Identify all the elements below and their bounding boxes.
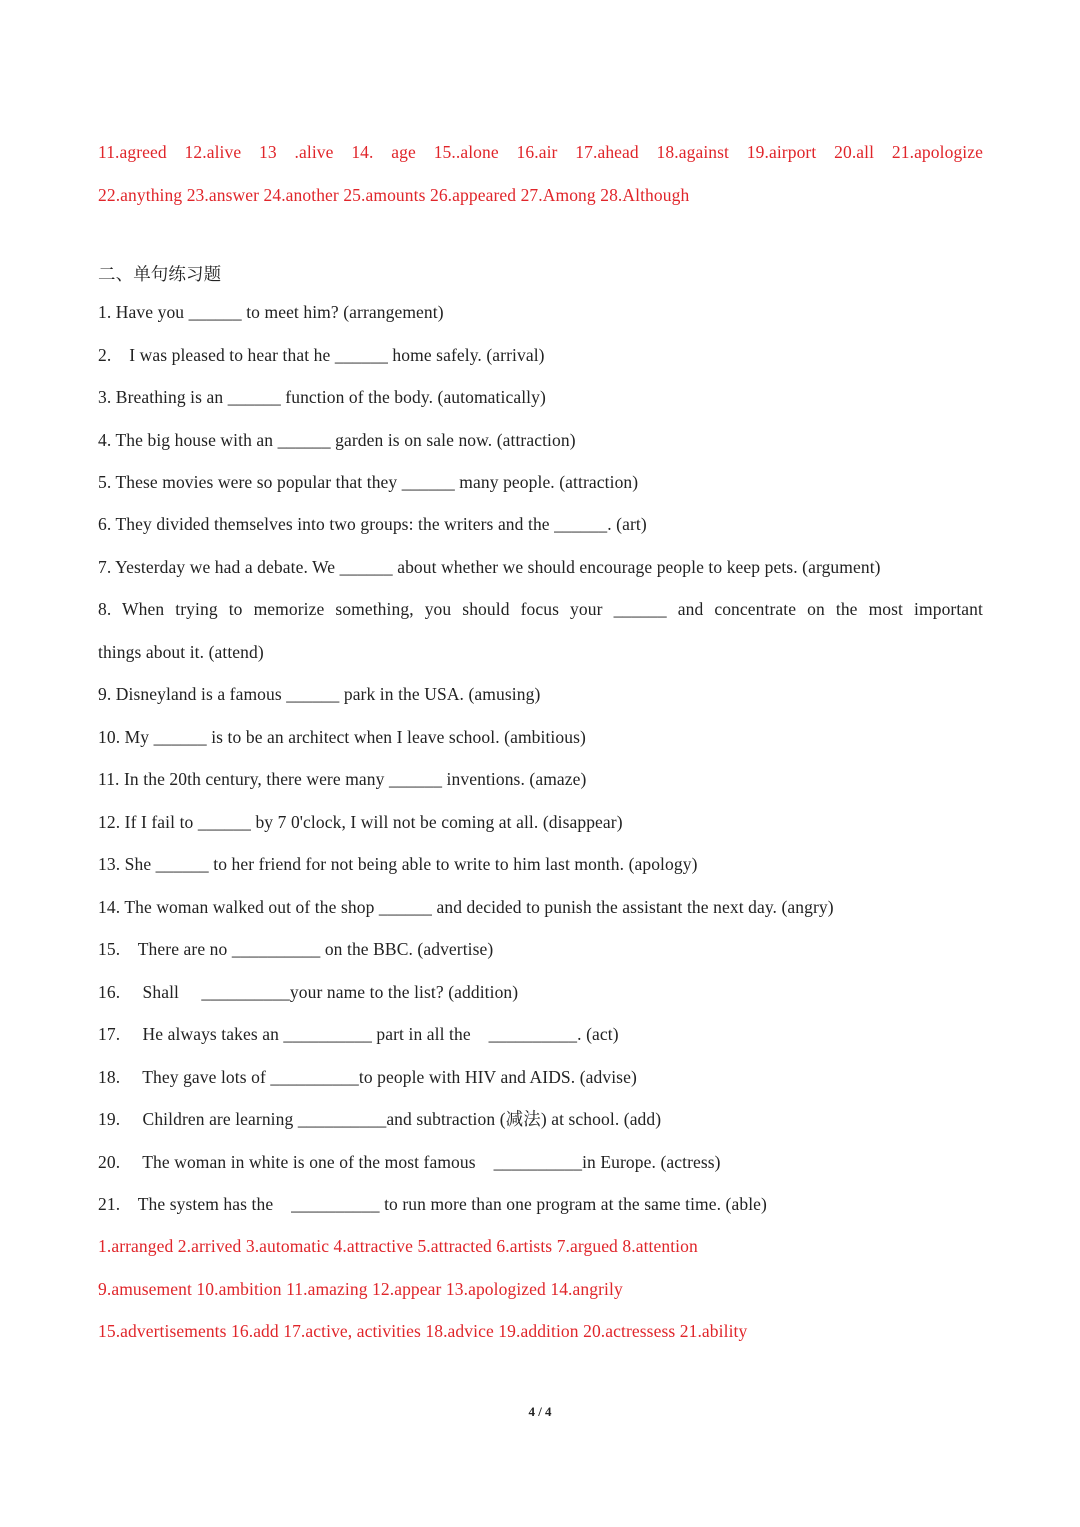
question-21: 21. The system has the __________ to run more than one program at the same time. (able) bbox=[98, 1194, 767, 1214]
question-4: 4. The big house with an ______ garden is on sale now. (attraction) bbox=[98, 430, 576, 450]
question-5: 5. These movies were so popular that they ______ many people. (attraction) bbox=[98, 472, 639, 492]
question-9: 9. Disneyland is a famous ______ park in the USA. (amusing) bbox=[98, 684, 541, 704]
answer-line-top-1: 11.agreed 12.alive 13 .alive 14. age 15..alone 16.air 17.ahead 18.against 19.airport 20.all 21.apologize bbox=[98, 142, 983, 162]
page-number: 4 / 4 bbox=[528, 1404, 552, 1419]
question-12: 12. If I fail to ______ by 7 0'clock, I will not be coming at all. (disappear) bbox=[98, 812, 623, 832]
question-19: 19. Children are learning __________and subtraction (减法) at school. (add) bbox=[98, 1109, 662, 1129]
question-11: 11. In the 20th century, there were many ______ inventions. (amaze) bbox=[98, 769, 587, 789]
question-17: 17. He always takes an __________ part in all the __________. (act) bbox=[98, 1024, 619, 1044]
answer-line-bottom-1: 1.arranged 2.arrived 3.automatic 4.attractive 5.attracted 6.artists 7.argued 8.attention bbox=[98, 1236, 698, 1256]
question-20: 20. The woman in white is one of the most famous __________in Europe. (actress) bbox=[98, 1152, 721, 1172]
question-6: 6. They divided themselves into two groups: the writers and the ______. (art) bbox=[98, 514, 647, 534]
question-18: 18. They gave lots of __________to people with HIV and AIDS. (advise) bbox=[98, 1067, 637, 1087]
section-title: 二、单句练习题 bbox=[98, 264, 222, 284]
question-8-continued: things about it. (attend) bbox=[98, 642, 264, 662]
question-1: 1. Have you ______ to meet him? (arrangement) bbox=[98, 302, 444, 322]
question-8: 8. When trying to memorize something, you should focus your ______ and concentrate on the most important bbox=[98, 599, 983, 619]
question-13: 13. She ______ to her friend for not being able to write to him last month. (apology) bbox=[98, 854, 698, 874]
question-3: 3. Breathing is an ______ function of the body. (automatically) bbox=[98, 387, 546, 407]
answer-line-bottom-2: 9.amusement 10.ambition 11.amazing 12.appear 13.apologized 14.angrily bbox=[98, 1279, 623, 1299]
question-16: 16. Shall __________your name to the list? (addition) bbox=[98, 982, 519, 1002]
question-7: 7. Yesterday we had a debate. We ______ about whether we should encourage people to keep pets. (argument) bbox=[98, 557, 881, 577]
question-14: 14. The woman walked out of the shop ______ and decided to punish the assistant the next day. (angry) bbox=[98, 897, 834, 917]
question-2: 2. I was pleased to hear that he ______ home safely. (arrival) bbox=[98, 345, 545, 365]
question-10: 10. My ______ is to be an architect when I leave school. (ambitious) bbox=[98, 727, 586, 747]
answer-line-bottom-3: 15.advertisements 16.add 17.active, activities 18.advice 19.addition 20.actressess 21.ability bbox=[98, 1321, 748, 1341]
question-15: 15. There are no __________ on the BBC. (advertise) bbox=[98, 939, 494, 959]
answer-line-top-2: 22.anything 23.answer 24.another 25.amounts 26.appeared 27.Among 28.Although bbox=[98, 185, 690, 205]
